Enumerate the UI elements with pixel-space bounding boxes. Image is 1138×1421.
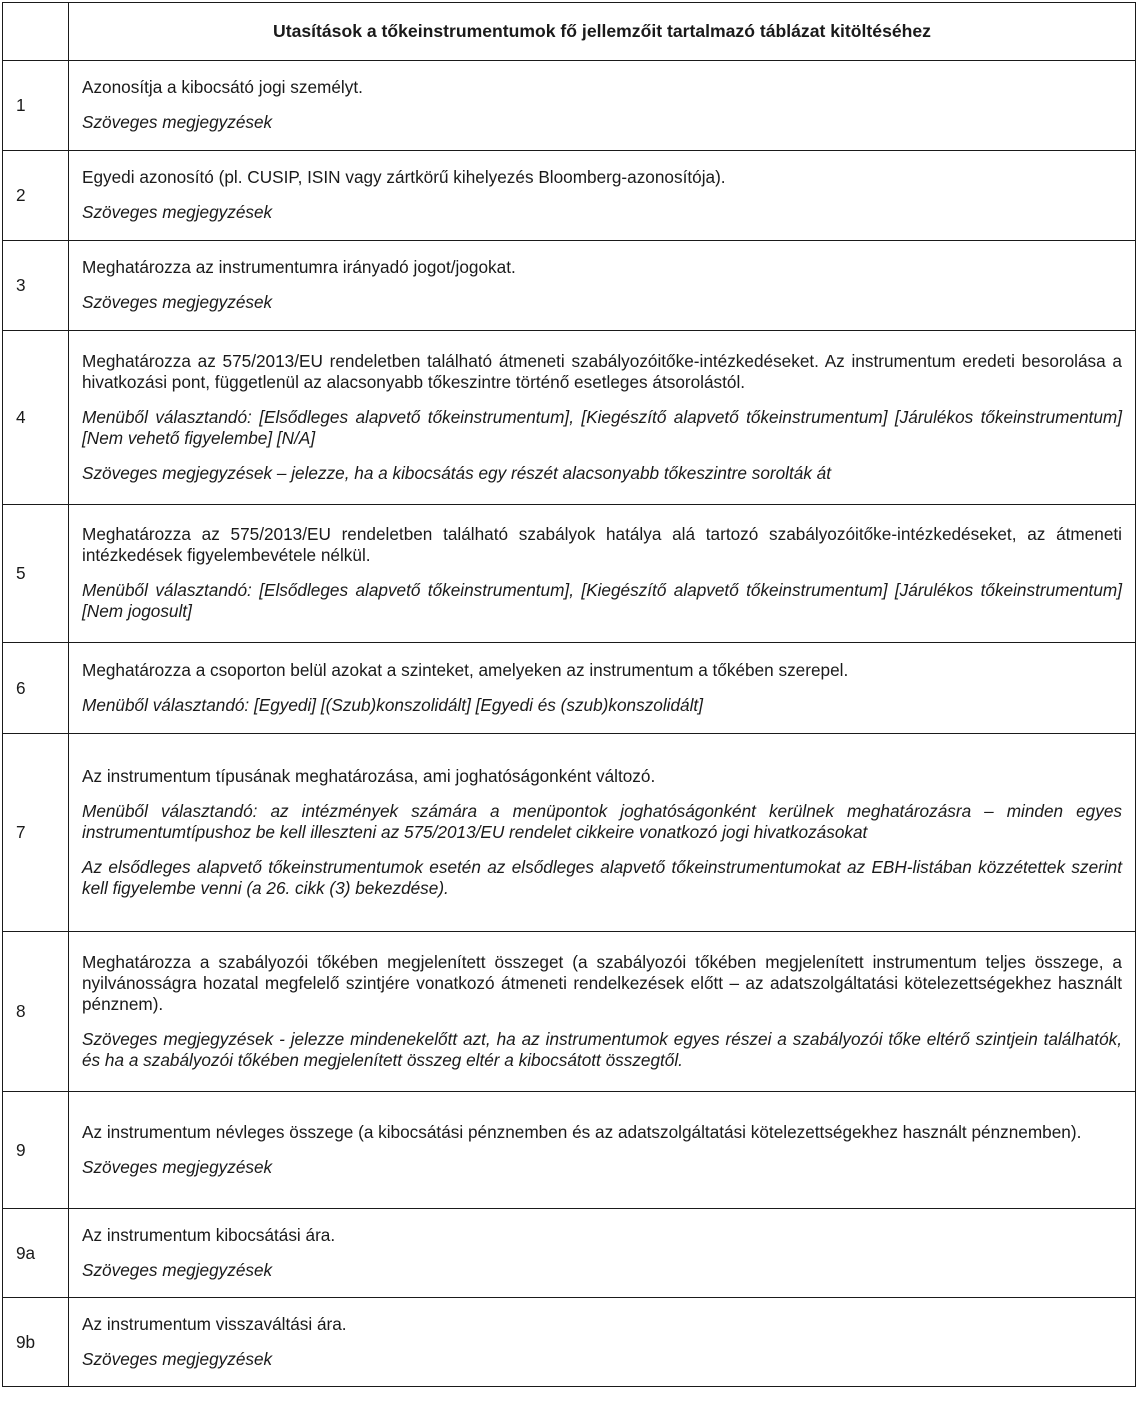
row-note: Szöveges megjegyzések bbox=[82, 1156, 273, 1177]
row-content bbox=[69, 932, 1136, 1092]
row-number: 7 bbox=[3, 734, 69, 932]
row-description: Az instrumentum típusának meghatározása, ami joghatóságonként változó. bbox=[82, 765, 656, 786]
row-note: Szöveges megjegyzések - jelezze mindenekelőtt azt, ha az instrumentumok egyes részei a szabályozói tőke eltérő szintjein találhatók, és ha a szabályozói tőkében megjelenített összeg eltér a kibocsátott összegtől. bbox=[82, 1028, 1122, 1070]
row-number: 1 bbox=[3, 61, 69, 151]
row-description: Meghatározza az 575/2013/EU rendeletben található szabályok hatálya alá tartozó szabályozóitőke-intézkedéseket, az átmeneti intézkedések figyelembevétele nélkül. bbox=[82, 524, 1122, 565]
row-number: 3 bbox=[3, 241, 69, 331]
table-body bbox=[3, 61, 1136, 1387]
row-number: 9b bbox=[3, 1298, 69, 1387]
instructions-table bbox=[2, 2, 1136, 1387]
row-note: Szöveges megjegyzések bbox=[82, 202, 273, 222]
row-description: Meghatározza a csoporton belül azokat a szinteket, amelyeken az instrumentum a tőkében szerepel. bbox=[82, 659, 849, 680]
table-row bbox=[3, 734, 1136, 932]
row-content bbox=[69, 734, 1136, 932]
row-description: Az instrumentum névleges összege (a kibocsátási pénznemben és az adatszolgáltatási kötelezettségekhez használt pénznemben). bbox=[82, 1121, 1082, 1142]
row-description: Meghatározza az 575/2013/EU rendeletben található átmeneti szabályozóitőke-intézkedéseket. Az instrumentum eredeti besorolása a hivatkozási pont, függetlenül az alacsonyabb tőkeszintre történő esetleges átsorolástól. bbox=[82, 350, 1122, 392]
table-row bbox=[3, 331, 1136, 505]
row-content bbox=[69, 151, 1136, 241]
table-row bbox=[3, 1092, 1136, 1209]
table-title: Utasítások a tőkeinstrumentumok fő jellemzőit tartalmazó táblázat kitöltéséhez bbox=[69, 3, 1136, 61]
row-note: Szöveges megjegyzések bbox=[82, 112, 273, 132]
row-note: Menüből választandó: [Elsődleges alapvető tőkeinstrumentum], [Kiegészítő alapvető tőkeinstrumentum] [Járulékos tőkeinstrumentum] [Nem jogosult] bbox=[82, 580, 1122, 621]
header-blank-cell bbox=[3, 3, 69, 61]
row-number: 8 bbox=[3, 932, 69, 1092]
row-number: 6 bbox=[3, 643, 69, 734]
row-description: Az instrumentum visszaváltási ára. bbox=[82, 1313, 347, 1334]
row-description: Meghatározza az instrumentumra irányadó jogot/jogokat. bbox=[82, 257, 516, 277]
table-row bbox=[3, 61, 1136, 151]
table-row bbox=[3, 241, 1136, 331]
table-row bbox=[3, 1298, 1136, 1387]
row-content bbox=[69, 241, 1136, 331]
row-note: Szöveges megjegyzések – jelezze, ha a kibocsátás egy részét alacsonyabb tőkeszintre sorolták át bbox=[82, 462, 832, 483]
row-note: Menüből választandó: [Egyedi] [(Szub)konszolidált] [Egyedi és (szub)konszolidált] bbox=[82, 694, 703, 715]
row-number: 9 bbox=[3, 1092, 69, 1209]
row-content bbox=[69, 1298, 1136, 1387]
row-content bbox=[69, 505, 1136, 643]
table-row bbox=[3, 151, 1136, 241]
row-note: Menüből választandó: [Elsődleges alapvető tőkeinstrumentum], [Kiegészítő alapvető tőkeinstrumentum] [Járulékos tőkeinstrumentum] [Nem vehető figyelembe] [N/A] bbox=[82, 406, 1122, 448]
row-description: Egyedi azonosító (pl. CUSIP, ISIN vagy zártkörű kihelyezés Bloomberg-azonosítója). bbox=[82, 167, 726, 187]
row-note: Szöveges megjegyzések bbox=[82, 1348, 273, 1369]
table-row bbox=[3, 932, 1136, 1092]
row-number: 2 bbox=[3, 151, 69, 241]
row-note: Szöveges megjegyzések bbox=[82, 1259, 273, 1280]
row-content bbox=[69, 331, 1136, 505]
table-row bbox=[3, 1209, 1136, 1298]
row-note: Menüből választandó: az intézmények számára a menüpontok joghatóságonként kerülnek meghatározásra – minden egyes instrumentumtípushoz be kell illeszteni az 575/2013/EU rendelet cikkeire vonatkozó jogi hivatkozásokat bbox=[82, 800, 1122, 842]
row-description: Azonosítja a kibocsátó jogi személyt. bbox=[82, 77, 363, 97]
row-number: 4 bbox=[3, 331, 69, 505]
table-row bbox=[3, 505, 1136, 643]
row-content bbox=[69, 643, 1136, 734]
row-content bbox=[69, 1209, 1136, 1298]
row-note: Szöveges megjegyzések bbox=[82, 292, 273, 312]
row-description: Az instrumentum kibocsátási ára. bbox=[82, 1224, 336, 1245]
row-number: 5 bbox=[3, 505, 69, 643]
row-number: 9a bbox=[3, 1209, 69, 1298]
row-content bbox=[69, 61, 1136, 151]
table-row bbox=[3, 643, 1136, 734]
row-description: Meghatározza a szabályozói tőkében megjelenített összeget (a szabályozói tőkében megjelenített instrumentum teljes összege, a nyilvánosságra hozatal megfelelő szintjére vonatkozó átmeneti rendelkezések előtt – az adatszolgáltatási kötelezettségekhez használt pénznem). bbox=[82, 951, 1122, 1014]
row-note: Az elsődleges alapvető tőkeinstrumentumok esetén az elsődleges alapvető tőkeinstrumentumokat az EBH-listában közzétettek szerint kell figyelembe venni (a 26. cikk (3) bekezdése). bbox=[82, 856, 1122, 898]
table-header-row bbox=[3, 3, 1136, 61]
row-content bbox=[69, 1092, 1136, 1209]
